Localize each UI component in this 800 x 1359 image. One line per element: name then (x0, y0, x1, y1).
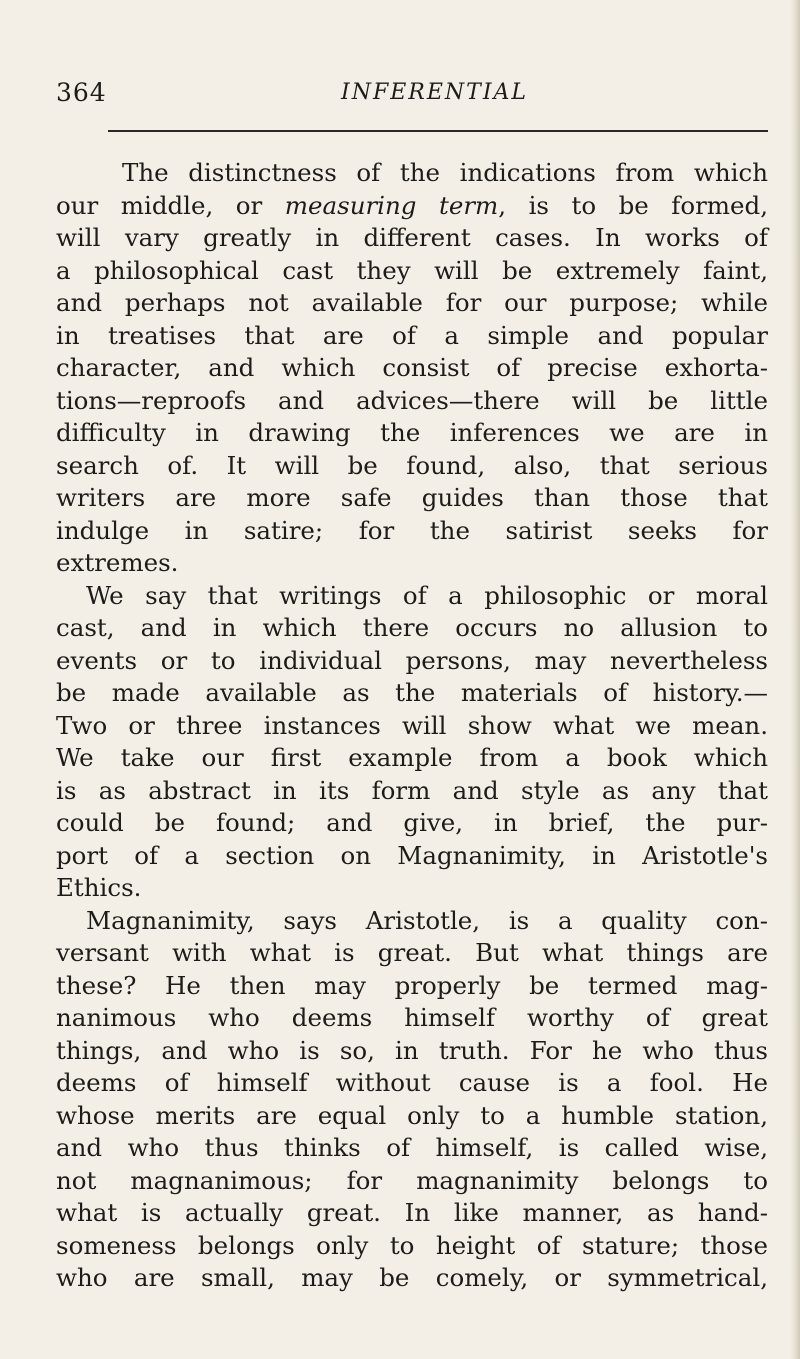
text-line: We take our first example from a book which (56, 743, 768, 772)
italic-phrase: measuring term (284, 190, 499, 220)
body-text (56, 157, 768, 1295)
text-line: deems of himself without cause is a fool. He (56, 1068, 768, 1097)
text-line: what is actually great. In like manner, as hand- (56, 1198, 768, 1227)
text-line: character, and which consist of precise exhorta- (56, 353, 768, 382)
text-line: who are small, may be comely, or symmetrical, (56, 1263, 768, 1292)
text-line: difficulty in drawing the inferences we are in (56, 418, 768, 447)
text-line: cast, and in which there occurs no allusion to (56, 613, 768, 642)
text-line: The distinctness of the indications from which (122, 158, 768, 187)
text-line: could be found; and give, in brief, the pur- (56, 808, 768, 837)
text-line: indulge in satire; for the satirist seeks for (56, 515, 768, 545)
running-head: INFERENTIAL (341, 80, 528, 105)
text-line: Two or three instances will show what we mean. (56, 710, 768, 740)
text-line: things, and who is so, in truth. For he who thus (56, 1035, 768, 1065)
text-line: writers are more safe guides than those that (56, 483, 768, 512)
text-line: is as abstract in its form and style as any that (56, 775, 768, 805)
text-line: Magnanimity, says Aristotle, is a quality con- (86, 905, 768, 935)
text-line: port of a section on Magnanimity, in Aristotle's (56, 840, 768, 870)
text-line: We say that writings of a philosophic or moral (86, 580, 768, 610)
text-line: versant with what is great. But what things are (56, 938, 768, 967)
text-line: be made available as the materials of history.— (56, 678, 768, 707)
text-line: nanimous who deems himself worthy of great (56, 1003, 768, 1032)
text-line: in treatises that are of a simple and popular (56, 320, 768, 350)
text-line: Ethics. (56, 873, 142, 902)
text-line: whose merits are equal only to a humble station, (56, 1100, 768, 1130)
text-line: events or to individual persons, may nevertheless (56, 645, 768, 675)
text-line: not magnanimous; for magnanimity belongs to (56, 1165, 768, 1195)
text-line: our middle, or measuring term, is to be formed, (56, 190, 769, 220)
text-line: search of. It will be found, also, that serious (56, 450, 768, 480)
text-line: someness belongs only to height of stature; those (56, 1230, 768, 1260)
page-edge-shadow (790, 0, 800, 1359)
text-line: extremes. (56, 548, 179, 577)
page-number: 364 (56, 78, 107, 107)
header-rule (108, 130, 768, 132)
page-header (56, 78, 768, 114)
text-line: a philosophical cast they will be extremely faint, (56, 255, 768, 285)
text-line: these? He then may properly be termed mag- (56, 970, 768, 1000)
text-line: tions—reproofs and advices—there will be little (56, 385, 768, 415)
text-line: will vary greatly in different cases. In works of (56, 223, 768, 252)
text-line: and who thus thinks of himself, is called wise, (56, 1133, 768, 1162)
text-line: and perhaps not available for our purpose; while (56, 288, 768, 317)
